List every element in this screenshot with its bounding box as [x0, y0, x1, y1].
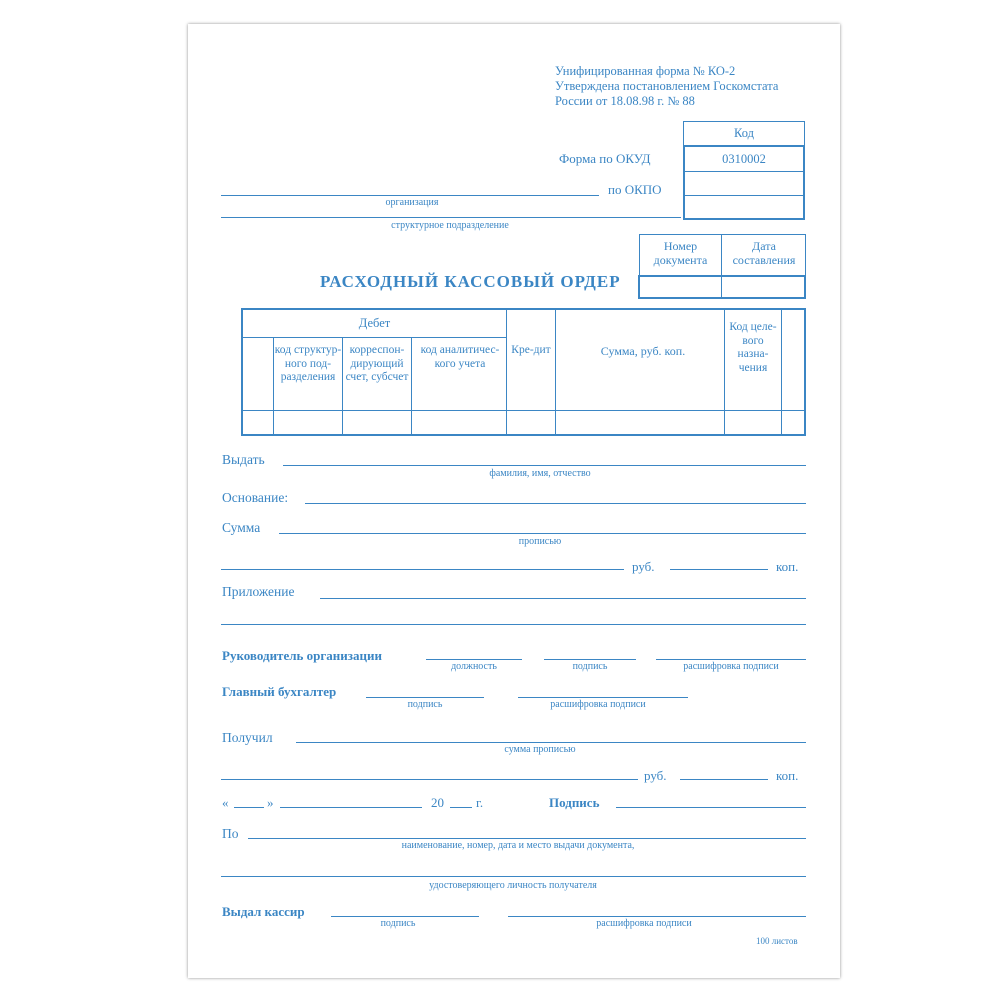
signature-label: Подпись — [549, 795, 600, 810]
head-signature-caption: подпись — [572, 661, 608, 672]
head-decoding-caption: расшифровка подписи — [683, 661, 779, 672]
doc-table-values — [638, 275, 806, 299]
attachment-line[interactable] — [320, 598, 806, 599]
corr-account-header: корреспон-дирующий счет, субсчет — [345, 344, 409, 383]
accountant-decoding-line[interactable] — [518, 697, 688, 698]
organization-line — [221, 195, 599, 196]
date-year-prefix: 20 — [431, 795, 444, 810]
cashier-label: Выдал кассир — [222, 904, 305, 919]
sum-kop-line[interactable] — [670, 569, 768, 570]
by-caption: наименование, номер, дата и место выдачи документа, — [401, 840, 635, 851]
received-kop-line[interactable] — [680, 779, 768, 780]
issue-label: Выдать — [222, 452, 265, 467]
received-label: Получил — [222, 730, 273, 745]
issue-caption: фамилия, имя, отчество — [489, 468, 591, 479]
document-title: РАСХОДНЫЙ КАССОВЫЙ ОРДЕР — [320, 272, 621, 291]
date-day-line[interactable] — [234, 807, 264, 808]
sum-label: Сумма — [222, 520, 261, 535]
sheets-note: 100 листов — [756, 936, 798, 946]
form-header-line3: России от 18.08.98 г. № 88 — [555, 94, 695, 108]
doc-number-header: Номер документа — [653, 239, 708, 267]
dept-code-header: код структур-ного под-разделения — [274, 344, 342, 383]
table-row-divider — [243, 410, 804, 411]
codes-header-cell — [683, 121, 805, 145]
accountant-signature-caption: подпись — [407, 699, 443, 710]
department-caption: структурное подразделение — [391, 220, 509, 231]
purpose-code-header: Код целе-вого назна-чения — [729, 321, 777, 374]
by-label: По — [222, 826, 239, 841]
sum-header: Сумма, руб. коп. — [600, 344, 686, 358]
attachment-line-2[interactable] — [221, 624, 806, 625]
head-decoding-line[interactable] — [656, 659, 806, 660]
cashier-signature-caption: подпись — [380, 918, 416, 929]
cashier-decoding-caption: расшифровка подписи — [596, 918, 692, 929]
cashier-signature-line[interactable] — [331, 916, 479, 917]
date-quote-close: » — [267, 795, 274, 810]
received-caption: сумма прописью — [504, 744, 576, 755]
basis-label: Основание: — [222, 490, 289, 505]
sum-kop: коп. — [776, 559, 799, 574]
doc-date-header: Дата составления — [732, 239, 796, 267]
table-col-divider — [781, 310, 782, 434]
credit-header: Кре-дит — [511, 344, 551, 356]
codes-header: Код — [734, 126, 754, 140]
received-rub: руб. — [644, 768, 667, 783]
sum-rub: руб. — [632, 559, 655, 574]
okud-label: Форма по ОКУД — [559, 151, 651, 166]
table-col-divider — [555, 310, 556, 434]
form-header-line2: Утверждена постановлением Госкомстата — [555, 79, 779, 93]
signature-line[interactable] — [616, 807, 806, 808]
received-line-2[interactable] — [221, 779, 638, 780]
cashier-decoding-line[interactable] — [508, 916, 806, 917]
by-line-2[interactable] — [221, 876, 806, 877]
received-line[interactable] — [296, 742, 806, 743]
head-position-caption: должность — [451, 661, 497, 672]
head-label: Руководитель организации — [222, 648, 382, 663]
head-position-line[interactable] — [426, 659, 522, 660]
form-sheet — [188, 24, 840, 978]
debit-divider — [243, 337, 507, 338]
sum-caption: прописью — [518, 536, 562, 547]
by-line[interactable] — [248, 838, 806, 839]
okud-value: 0310002 — [722, 152, 766, 166]
date-year-line[interactable] — [450, 807, 472, 808]
basis-line[interactable] — [305, 503, 806, 504]
date-quote-open: « — [222, 795, 229, 810]
table-col-divider — [724, 310, 725, 434]
sum-line-2[interactable] — [221, 569, 624, 570]
analytic-code-header: код аналитичес-кого учета — [420, 344, 500, 370]
sum-line[interactable] — [279, 533, 806, 534]
chief-accountant-label: Главный бухгалтер — [222, 684, 337, 699]
date-year-suffix: г. — [476, 795, 484, 810]
head-signature-line[interactable] — [544, 659, 636, 660]
date-month-line[interactable] — [280, 807, 422, 808]
attachment-label: Приложение — [222, 584, 295, 599]
debit-header: Дебет — [358, 316, 391, 330]
department-line — [221, 217, 681, 218]
table-col-divider — [411, 337, 412, 434]
accountant-decoding-caption: расшифровка подписи — [550, 699, 646, 710]
form-header-line1: Унифицированная форма № КО-2 — [555, 64, 736, 78]
accountant-signature-line[interactable] — [366, 697, 484, 698]
codes-divider — [685, 195, 803, 196]
issue-line[interactable] — [283, 465, 806, 466]
table-col-divider — [506, 310, 507, 434]
okpo-label: по ОКПО — [608, 182, 662, 197]
identity-caption: удостоверяющего личность получателя — [429, 880, 597, 891]
organization-caption: организация — [385, 197, 439, 208]
received-kop: коп. — [776, 768, 799, 783]
codes-divider — [685, 171, 803, 172]
